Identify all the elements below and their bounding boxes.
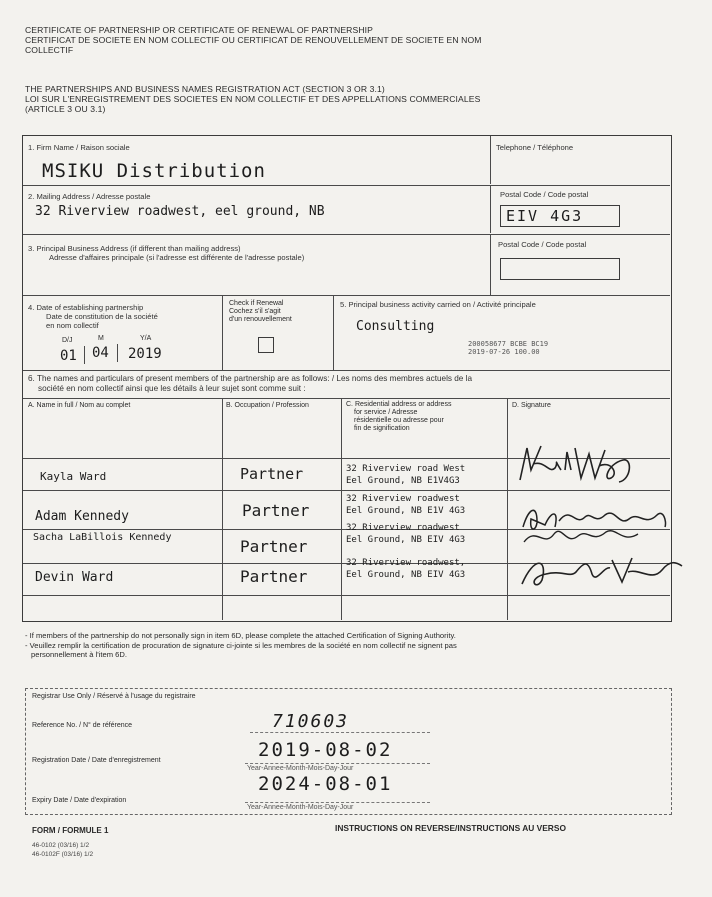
member-address-2: Eel Ground, NB E1V4G3 [346,476,460,486]
instructions-reverse: INSTRUCTIONS ON REVERSE/INSTRUCTIONS AU VERSO [335,823,566,833]
title-line-3: COLLECTIF [25,45,74,55]
renewal-label-2: Cochez s'il s'agit [229,308,281,315]
establish-year: 2019 [128,346,162,362]
registration-date-format: Year-Annee-Month-Mois-Day-Jour [247,765,354,772]
act-line-2: LOI SUR L'ENREGISTREMENT DES SOCIETES EN NOM COLLECTIF ET DES APPELLATIONS COMMERCIALES [25,94,481,104]
signing-authority-note [25,631,685,660]
day-label: D/J [62,337,73,344]
form-number: FORM / FORMULE 1 [32,826,109,835]
reference-value: 710603 [272,711,350,732]
expiry-date-label: Expiry Date / Date d'expiration [32,797,127,804]
col-c-line-3: résidentielle ou adresse pour [354,417,444,424]
registration-date-value: 2019-08-02 [258,739,393,761]
member-name: Sacha LaBillois Kennedy [33,532,172,543]
telephone-label: Telephone / Téléphone [496,143,574,152]
member-occupation: Partner [240,465,304,483]
col-header-address [346,401,451,433]
registration-date-label: Registration Date / Date d'enregistrement [32,757,161,764]
col-header-occupation: B. Occupation / Profession [226,402,309,409]
renewal-label-3: d'un renouvellement [229,316,292,323]
member-name: Kayla Ward [40,470,107,483]
members-label-2: société en nom collectif ainsi que les détails à leur sujet sont comme suit : [38,384,306,393]
signature-kayla-ward [515,440,645,490]
postal-code-label: Postal Code / Code postal [500,190,589,199]
reference-label: Reference No. / N° de référence [32,722,133,729]
col-header-name: A. Name in full / Nom au complet [28,402,131,409]
member-address-1: 32 Riverview roadwest [346,494,460,504]
principal-address-label [28,244,304,262]
member-occupation: Partner [240,567,308,586]
title-line-1: CERTIFICATE OF PARTNERSHIP OR CERTIFICATE OF RENEWAL OF PARTNERSHIP [25,25,373,35]
establish-date-label-1: 4. Date of establishing partnership [28,303,144,312]
form-code-1: 46-0102 (03/16) 1/2 [32,842,90,849]
members-label [28,374,472,394]
establish-date-label-2: Date de constitution de la société [46,312,158,321]
establish-date-label-3: en nom collectif [46,321,99,330]
principal-address-label-fr: Adresse d'affaires principale (si l'adresse est différente de l'adresse postale) [49,253,305,262]
member-address-1: 32 Riverview road West [346,464,466,474]
member-address-1: 32 Riverview roadwest [346,523,460,533]
mailing-address-value: 32 Riverview roadwest, eel ground, NB [35,204,325,219]
col-c-line-2: for service / Adresse [354,409,418,416]
act-line-1: THE PARTNERSHIPS AND BUSINESS NAMES REGISTRATION ACT (SECTION 3 OR 3.1) [25,84,385,94]
month-label: M [98,335,104,342]
business-activity-value: Consulting [356,319,435,334]
renewal-label [229,300,292,324]
member-address-2: Eel Ground, NB EIV 4G3 [346,535,466,545]
title-line-2: CERTIFICAT DE SOCIETE EN NOM COLLECTIF OU CERTIFICAT DE RENOUVELLEMENT DE SOCIETE EN NOM [25,35,482,45]
note-line-2: - Veuillez remplir la certification de procuration de signature ci-jointe si les membres de la société en nom collectif ne signent pas [25,640,457,650]
firm-name-value: MSIKU Distribution [42,160,266,182]
firm-name-label: 1. Firm Name / Raison sociale [28,143,130,152]
registrar-title: Registrar Use Only / Réservé à l'usage du registraire [32,693,196,700]
member-name: Devin Ward [35,570,114,585]
renewal-checkbox[interactable] [258,337,274,353]
form-code-2: 46-0102F (03/16) 1/2 [32,851,94,858]
business-activity-label: 5. Principal business activity carried on / Activité principale [340,300,536,309]
postal-code-box-2 [500,258,620,280]
members-label-1: 6. The names and particulars of present members of the partnership are as follows: / Les noms des membres actuels de la [28,374,473,383]
col-c-line-1: C. Residential address or address [346,401,452,408]
note-line-3: personnellement à l'item 6D. [31,650,127,659]
expiry-date-format: Year-Annee-Month-Mois-Day-Jour [247,804,354,811]
member-address-2: Eel Ground, NB EIV 4G3 [346,570,466,580]
expiry-date-value: 2024-08-01 [258,773,393,795]
member-address-1: 32 Riverview roadwest, [346,558,466,568]
principal-address-label-en: 3. Principal Business Address (if different than mailing address) [28,244,241,253]
payment-stamp [468,340,548,356]
col-header-signature: D. Signature [512,402,551,409]
col-c-line-4: fin de signification [354,425,410,432]
year-label: Y/A [140,335,152,342]
member-occupation: Partner [240,537,308,556]
establish-day: 01 [60,348,77,364]
establish-month: 04 [92,345,109,361]
member-name: Adam Kennedy [35,509,129,524]
certificate-title [25,25,665,55]
signature-devin-ward [512,548,687,593]
mailing-address-label: 2. Mailing Address / Adresse postale [28,192,151,201]
postal-code-label-2: Postal Code / Code postal [498,240,587,249]
stamp-line-2: 2019-07-26 100.00 [468,348,540,356]
postal-code-value: EIV 4G3 [506,207,584,225]
act-line-3: (ARTICLE 3 OU 3.1) [25,104,106,114]
establish-date-label [28,303,158,330]
renewal-label-1: Check if Renewal [229,300,284,307]
act-reference [25,84,665,114]
note-line-1: - If members of the partnership do not personally sign in item 6D, please complete the attached Certification of Signing Authority. [25,631,456,640]
stamp-line-1: 200058677 BCBE BC19 [468,340,549,348]
member-address-2: Eel Ground, NB E1V 4G3 [346,506,466,516]
member-occupation: Partner [242,501,310,520]
